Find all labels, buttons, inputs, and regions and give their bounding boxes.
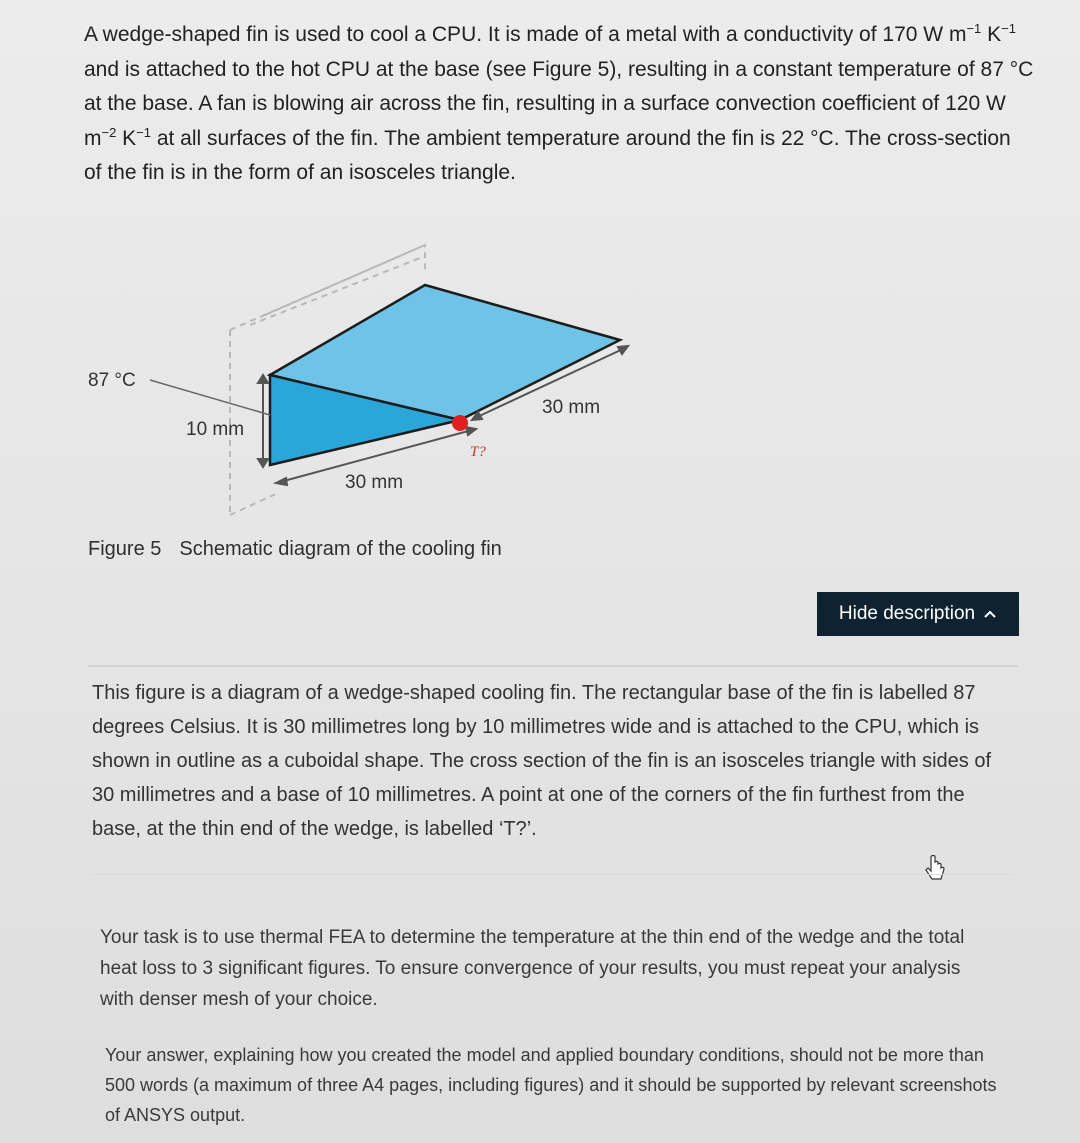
task-instructions: Your task is to use thermal FEA to determine the temperature at the thin end of the wedge and the total heat loss to 3 significant figures. To ensure convergence of your results, you must repeat your analysis with denser mesh of your choice. (100, 927, 965, 1010)
hide-description-button[interactable] (817, 592, 1019, 636)
question-intro-text: A wedge-shaped fin is used to cool a CPU. It is made of a metal with a conductivity of 170 W $m^{-1}$ $K^{-1}$ and is attached to the hot CPU at the base (see Figure 5), resulting in a constant temperature of 87 °C at the base. A fan is blowing air across the fin, resulting in a surface convection coefficient of 120 W $m^{-2}$ $K^{-1}$ at all surfaces of the fin. The ambient temperature around the fin is 22 °C. The cross-section of the fin is in the form of an isosceles triangle. (84, 21, 1034, 184)
mouse-pointer-icon (925, 855, 947, 881)
base-temperature-label: 87 °C (88, 370, 136, 391)
figure-number: Figure 5 (88, 538, 162, 560)
chevron-up-icon (983, 609, 997, 619)
tip-point-marker (452, 415, 468, 431)
height-dimension-arrow (258, 375, 268, 467)
figure-description: This figure is a diagram of a wedge-shaped cooling fin. The rectangular base of the fin is labelled 87 degrees Celsius. It is 30 millimetres long by 10 millimetres wide and is attached to the CPU, which is shown in outline as a cuboidal shape. The cross section of the fin is an isosceles triangle with sides of 30 millimetres and a base of 10 millimetres. A point at one of the corners of the fin furthest from the base, at the thin end of the wedge, is labelled ‘T?’. (92, 682, 992, 840)
description-divider (88, 665, 1018, 667)
figure-caption (88, 538, 502, 561)
height-label: 10 mm (186, 419, 245, 440)
task-divider (92, 874, 1012, 875)
tip-temperature-label: T? (470, 444, 486, 460)
cooling-fin-diagram (80, 230, 640, 530)
figure-caption-text: Schematic diagram of the cooling fin (179, 538, 502, 560)
hide-description-label: Hide description (838, 603, 976, 624)
side-length-label: 30 mm (542, 397, 601, 418)
answer-instructions: Your answer, explaining how you created the model and applied boundary conditions, should not be more than 500 words (a maximum of three A4 pages, including figures) and it should be supported by relevant screenshots of ANSYS output. (105, 1045, 997, 1125)
base-length-label: 30 mm (345, 472, 404, 493)
cooling-fin-figure (80, 230, 640, 530)
